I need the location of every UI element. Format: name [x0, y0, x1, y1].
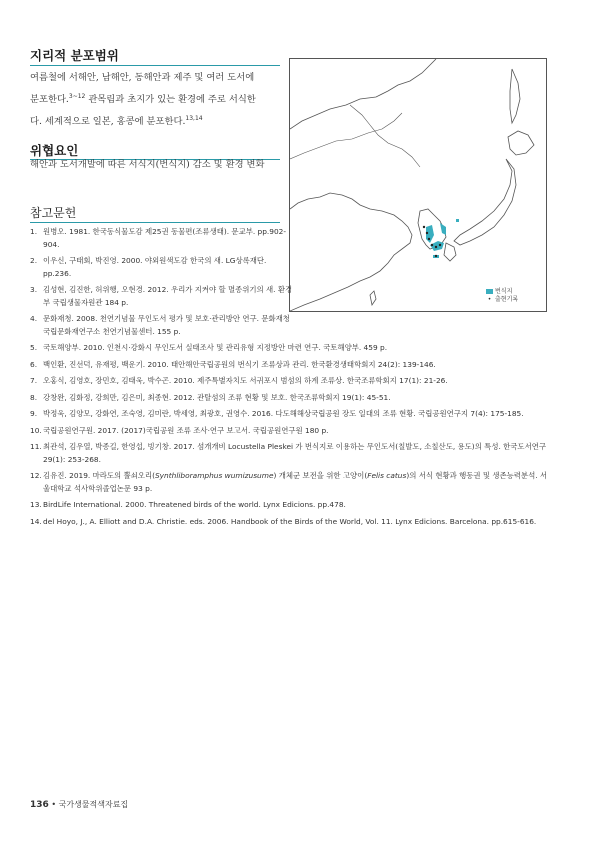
distribution-line-3 — [30, 109, 280, 131]
reference-item — [30, 499, 550, 512]
reference-number: 9. — [30, 409, 38, 418]
citation-sup: 13,14 — [185, 115, 203, 123]
reference-species-name: Synthliboramphus wumizusume — [154, 471, 274, 480]
reference-text: 박정욱, 김양모, 강화연, 조숙영, 김미란, 박세영, 최광호, 권영수. 2016. 다도해해상국립공원 장도 일대의 조류 현황. 국립공원연구지 7(4): 175-185. — [43, 409, 524, 418]
reference-item — [30, 425, 550, 438]
reference-number: 4. — [30, 314, 38, 323]
references-title: 참고문헌 — [30, 206, 77, 220]
distribution-underline — [30, 65, 280, 66]
reference-number: 1. — [30, 227, 38, 236]
reference-number: 11. — [30, 442, 42, 451]
map-border-north — [290, 59, 436, 129]
reference-text: )의 서식 현황과 행동권 및 생존능력분석. 서울대학교 석사학위졸업논문 93 p. — [43, 471, 548, 493]
reference-text: BirdLife International. 2000. Threatened birds of the world. Lynx Edicions. pp.478. — [43, 500, 346, 509]
reference-number: 7. — [30, 376, 38, 385]
footer-separator: • — [51, 800, 57, 809]
reference-number: 8. — [30, 392, 38, 402]
threats-text: 해안과 도서개발에 따른 서식지(번식지) 감소 및 환경 변화 — [30, 159, 265, 170]
distribution-line-2a: 분포한다. — [30, 94, 69, 106]
map-sakhalin — [510, 69, 520, 123]
map-japan-hokkaido — [508, 131, 534, 155]
reference-item — [30, 392, 550, 405]
reference-number: 14. — [30, 516, 42, 526]
reference-item — [30, 441, 550, 466]
reference-text: 원병오. 1981. 한국동식물도감 제25권 동물편(조류생태). 문교부. pp.902-904. — [43, 227, 287, 249]
threats-title: 위협요인 — [30, 143, 79, 158]
reference-number: 3. — [30, 285, 38, 294]
reference-item — [30, 284, 293, 309]
reference-item — [30, 342, 550, 355]
reference-text: 백인환, 진선덕, 유재평, 백운기. 2010. 태안해안국립공원의 번식기 조류상과 관리. 한국환경생태학회지 24(2): 139-146. — [43, 359, 436, 369]
reference-text: del Hoyo, J., A. Elliott and D.A. Christie. eds. 2006. Handbook of the Birds of the World, Vol. 11. Lynx Edicions. Barcelona. pp.615-616. — [43, 516, 537, 526]
distribution-title: 지리적 분포범위 — [30, 48, 119, 63]
reference-text: 오홍식, 김영호, 장민호, 김태욱, 박수곤. 2010. 제주특별자치도 서귀포시 범섬의 하계 조류상. 한국조류학회지 17(1): 21-26. — [43, 376, 448, 385]
reference-text: 이우신, 구태회, 박진영. 2000. 야외원색도감 한국의 새. LG상록재단. pp.236. — [43, 256, 267, 278]
distribution-line-2 — [30, 87, 280, 109]
distribution-text — [30, 68, 280, 131]
page-footer — [30, 799, 128, 810]
citation-sup: 3~12 — [68, 93, 86, 100]
distribution-line-3a: 다. 세계적으로 일본, 홍콩에 분포한다. — [30, 116, 186, 128]
reference-item — [30, 408, 550, 421]
reference-number: 2. — [30, 256, 38, 265]
reference-number: 12. — [30, 471, 42, 480]
legend-breeding-label: 번식지 — [495, 288, 513, 295]
references-list — [30, 226, 550, 532]
page-number: 136 — [30, 800, 49, 810]
reference-number: 10. — [30, 425, 42, 435]
legend-occurrence-label: 출현기록 — [495, 296, 519, 303]
reference-number: 6. — [30, 359, 38, 369]
reference-number: 13. — [30, 500, 42, 509]
reference-text: 국토해양부. 2010. 인천시·강화시 무인도서 실태조사 및 관리유형 지정방안 마련 연구. 국토해양부. 459 p. — [43, 343, 388, 352]
reference-item — [30, 516, 550, 529]
reference-text: 최관석, 김우열, 박종길, 한영섭, 빙기창. 2017. 섬개개비 Locustella Pleskei 가 번식지로 이용하는 무인도서(칠발도, 소칠산도, 용도)의 특성. 한국도서연구 29(1): 253-268. — [43, 442, 546, 464]
reference-item — [30, 255, 293, 280]
distribution-line-1: 여름철에 서해안, 남해안, 동해안과 제주 및 여러 도서에 — [30, 72, 255, 83]
publication-title: 국가생물적색자료집 — [58, 800, 129, 809]
reference-text: ) 개체군 보전을 위한 고양이( — [273, 471, 368, 480]
distribution-line-2b: 관목림과 초지가 있는 환경에 주로 서식한 — [85, 94, 256, 106]
reference-text: 국립공원연구원. 2017. (2017)국립공원 조류 조사·연구 보고서. 국립공원연구원 180 p. — [43, 425, 329, 435]
reference-text: 김성현, 김진한, 허위행, 오현경. 2012. 우리가 지켜야 할 멸종위기의 새. 환경부 국립생물자원관 184 p. — [43, 285, 293, 307]
occurrence-marker-icon: • — [487, 296, 492, 303]
reference-item — [30, 226, 293, 251]
reference-text: 문화재청. 2008. 천연기념물 무인도서 평가 및 보호·관리방안 연구. 문화재청 국립문화재연구소 천연기념물센터. 155 p. — [43, 314, 290, 336]
reference-text: 김유진. 2019. 마라도의 뿔쇠오리( — [43, 471, 155, 480]
reference-text: 강창완, 김화정, 강희만, 김은미, 최종현. 2012. 관탈섬의 조류 현황 및 보호. 한국조류학회지 19(1): 45-51. — [43, 392, 391, 402]
reference-number: 5. — [30, 343, 38, 352]
references-underline — [30, 222, 280, 223]
reference-item — [30, 375, 550, 388]
reference-item — [30, 470, 550, 495]
breeding-area-island — [456, 219, 459, 222]
reference-species-name: Felis catus — [367, 471, 407, 480]
map-border-mongolia — [290, 113, 402, 159]
reference-item — [30, 313, 293, 338]
reference-item — [30, 359, 550, 372]
